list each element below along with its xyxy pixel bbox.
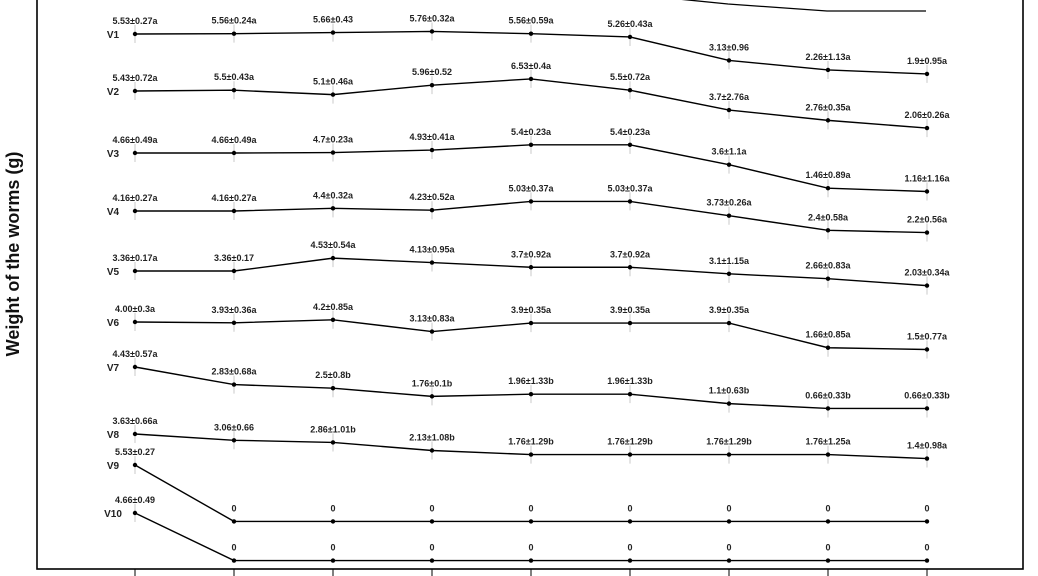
data-point — [628, 199, 632, 203]
data-label: 0 — [330, 542, 336, 553]
data-point — [133, 463, 137, 467]
data-point — [529, 452, 533, 456]
data-point — [430, 448, 434, 452]
data-point — [430, 208, 434, 212]
data-label: 3.06±0.66 — [214, 422, 254, 433]
data-point — [925, 283, 929, 287]
series-name: V1 — [106, 30, 120, 41]
y-axis-label: Weight of the worms (g) — [3, 151, 23, 357]
data-label: 0 — [825, 503, 831, 514]
data-label: 3.13±0.83a — [409, 313, 455, 324]
data-point — [430, 558, 434, 562]
data-point — [133, 32, 137, 36]
data-point — [925, 126, 929, 130]
data-point — [529, 392, 533, 396]
data-point — [925, 519, 929, 523]
data-point — [925, 558, 929, 562]
data-label: 0 — [528, 542, 534, 553]
data-label: 1.4±0.98a — [907, 440, 947, 451]
series-name: V3 — [106, 149, 120, 160]
data-point — [529, 558, 533, 562]
data-point — [727, 519, 731, 523]
data-point — [331, 519, 335, 523]
data-label: 5.43±0.72a — [112, 73, 158, 83]
data-label: 3.1±1.15a — [709, 255, 749, 266]
data-label: 3.7±0.92a — [610, 249, 650, 260]
data-point — [430, 83, 434, 87]
data-label: 3.93±0.36a — [211, 304, 257, 315]
data-point — [133, 89, 137, 93]
data-point — [430, 394, 434, 398]
data-label: 1.5±0.77a — [907, 331, 947, 342]
data-label: 3.7±2.76a — [709, 92, 749, 103]
data-point — [529, 199, 533, 203]
data-label: 2.2±0.56a — [907, 214, 947, 225]
data-point — [628, 143, 632, 147]
data-point — [727, 401, 731, 405]
data-label: 4.16±0.27a — [211, 193, 257, 203]
series-line-cropped — [628, 0, 926, 11]
data-label: 6.53±0.4a — [511, 60, 551, 71]
data-point — [826, 406, 830, 410]
data-point — [430, 519, 434, 523]
data-point — [232, 382, 236, 386]
data-label: 3.63±0.66a — [112, 416, 158, 426]
data-point — [331, 206, 335, 210]
data-label: 1.76±1.29b — [607, 436, 653, 447]
series-name: V4 — [106, 207, 120, 218]
data-point — [925, 72, 929, 76]
data-point — [826, 118, 830, 122]
data-label: 1.76±1.29b — [508, 436, 554, 447]
data-label: 0 — [924, 503, 930, 514]
data-label: 0 — [627, 542, 633, 553]
data-label: 5.53±0.27 — [115, 447, 155, 457]
data-label: 3.9±0.35a — [709, 305, 749, 316]
data-label: 2.76±0.35a — [805, 102, 851, 113]
data-point — [727, 214, 731, 218]
data-label: 2.26±1.13a — [805, 51, 851, 62]
data-label: 0 — [231, 542, 237, 553]
data-label: 3.6±1.1a — [711, 146, 747, 157]
data-point — [133, 432, 137, 436]
data-label: 1.46±0.89a — [805, 170, 851, 181]
data-label: 2.13±1.08b — [409, 432, 455, 443]
data-label: 5.66±0.43 — [313, 14, 353, 25]
series-name: V8 — [106, 430, 120, 441]
data-label: 4.13±0.95a — [409, 244, 455, 255]
data-point — [529, 31, 533, 35]
data-point — [826, 346, 830, 350]
data-point — [430, 29, 434, 33]
data-label: 4.43±0.57a — [112, 349, 158, 359]
data-point — [925, 406, 929, 410]
data-point — [628, 265, 632, 269]
data-label: 5.26±0.43a — [607, 18, 653, 29]
series-name: V10 — [104, 509, 122, 520]
data-point — [529, 143, 533, 147]
data-label: 2.86±1.01b — [310, 424, 356, 435]
data-point — [628, 558, 632, 562]
data-point — [628, 519, 632, 523]
data-point — [529, 265, 533, 269]
data-point — [331, 318, 335, 322]
data-point — [232, 88, 236, 92]
data-label: 4.2±0.85a — [313, 301, 353, 312]
data-label: 0 — [528, 503, 534, 514]
data-label: 5.76±0.32a — [409, 13, 455, 24]
data-point — [232, 151, 236, 155]
data-label: 1.76±0.1b — [411, 378, 453, 389]
data-point — [331, 386, 335, 390]
data-point — [331, 92, 335, 96]
data-point — [727, 58, 731, 62]
data-label: 3.36±0.17 — [214, 253, 254, 263]
data-label: 5.56±0.24a — [211, 15, 257, 26]
data-label: 1.9±0.95a — [907, 55, 947, 66]
data-point — [826, 228, 830, 232]
data-label: 0 — [429, 503, 435, 514]
data-label: 3.73±0.26a — [706, 197, 752, 208]
data-point — [628, 392, 632, 396]
data-point — [331, 150, 335, 154]
data-label: 4.7±0.23a — [313, 134, 353, 145]
data-point — [430, 260, 434, 264]
data-point — [133, 365, 137, 369]
data-label: 1.76±1.29b — [706, 436, 752, 447]
data-label: 4.00±0.3a — [115, 304, 155, 314]
series-name: V9 — [106, 461, 120, 472]
data-label: 4.66±0.49 — [115, 495, 155, 505]
data-label: 0 — [429, 542, 435, 553]
data-label: 4.16±0.27a — [112, 193, 158, 203]
data-label: 0 — [330, 503, 336, 514]
data-point — [133, 269, 137, 273]
data-label: 5.03±0.37a — [607, 183, 653, 194]
data-point — [826, 452, 830, 456]
data-point — [727, 162, 731, 166]
data-label: 5.4±0.23a — [511, 126, 551, 137]
data-label: 5.5±0.72a — [610, 72, 650, 83]
data-label: 1.1±0.63b — [708, 385, 750, 396]
data-label: 5.4±0.23a — [610, 126, 650, 137]
data-label: 0 — [924, 542, 930, 553]
data-label: 5.5±0.43a — [214, 72, 254, 83]
data-point — [727, 272, 731, 276]
data-label: 0.66±0.33b — [904, 390, 950, 401]
data-label: 5.03±0.37a — [508, 183, 554, 194]
data-point — [628, 35, 632, 39]
data-point — [727, 108, 731, 112]
data-label: 2.83±0.68a — [211, 366, 257, 377]
data-point — [529, 519, 533, 523]
data-point — [826, 558, 830, 562]
data-point — [331, 256, 335, 260]
data-point — [430, 329, 434, 333]
data-point — [826, 68, 830, 72]
data-label: 1.96±1.33b — [508, 376, 554, 387]
data-point — [331, 558, 335, 562]
data-point — [133, 320, 137, 324]
series-name: V2 — [106, 87, 120, 98]
data-point — [232, 269, 236, 273]
data-point — [826, 277, 830, 281]
data-point — [925, 456, 929, 460]
data-label: 4.53±0.54a — [310, 240, 356, 251]
data-label: 0 — [627, 503, 633, 514]
data-point — [232, 438, 236, 442]
data-point — [133, 151, 137, 155]
data-label: 2.4±0.58a — [808, 212, 848, 223]
data-point — [133, 209, 137, 213]
data-label: 1.96±1.33b — [607, 376, 653, 387]
data-point — [232, 31, 236, 35]
data-point — [331, 440, 335, 444]
data-point — [628, 321, 632, 325]
data-point — [232, 558, 236, 562]
data-point — [331, 30, 335, 34]
data-label: 0 — [726, 542, 732, 553]
data-point — [529, 321, 533, 325]
data-point — [430, 148, 434, 152]
data-point — [826, 519, 830, 523]
data-label: 5.1±0.46a — [313, 76, 353, 87]
data-label: 4.66±0.49a — [211, 135, 257, 145]
data-point — [628, 88, 632, 92]
data-point — [826, 186, 830, 190]
data-label: 4.93±0.41a — [409, 132, 455, 143]
data-label: 2.5±0.8b — [315, 370, 351, 381]
data-label: 2.06±0.26a — [904, 110, 950, 121]
data-label: 0 — [825, 542, 831, 553]
data-point — [232, 321, 236, 325]
data-label: 1.76±1.25a — [805, 436, 851, 447]
data-label: 3.9±0.35a — [511, 305, 551, 316]
data-label: 3.36±0.17a — [112, 253, 158, 263]
data-point — [529, 77, 533, 81]
data-label: 5.53±0.27a — [112, 16, 158, 26]
series-name: V7 — [106, 363, 120, 374]
data-label: 0 — [231, 503, 237, 514]
data-label: 0.66±0.33b — [805, 390, 851, 401]
data-point — [133, 511, 137, 515]
data-point — [727, 321, 731, 325]
data-label: 3.13±0.96 — [709, 42, 749, 53]
data-label: 4.66±0.49a — [112, 135, 158, 145]
data-label: 4.23±0.52a — [409, 192, 455, 203]
data-point — [628, 452, 632, 456]
data-point — [727, 452, 731, 456]
data-label: 4.4±0.32a — [313, 190, 353, 201]
data-label: 1.16±1.16a — [904, 173, 950, 184]
plot-frame — [37, 0, 1023, 569]
series-name: V5 — [106, 267, 120, 278]
data-label: 3.7±0.92a — [511, 249, 551, 260]
data-point — [232, 209, 236, 213]
data-label: 3.9±0.35a — [610, 305, 650, 316]
data-point — [925, 347, 929, 351]
data-label: 2.66±0.83a — [805, 260, 851, 271]
data-point — [727, 558, 731, 562]
series-name: V6 — [106, 318, 120, 329]
data-label: 0 — [726, 503, 732, 514]
data-label: 2.03±0.34a — [904, 267, 950, 278]
data-point — [925, 230, 929, 234]
data-point — [232, 519, 236, 523]
data-label: 1.66±0.85a — [805, 329, 851, 340]
data-label: 5.56±0.59a — [508, 15, 554, 26]
data-point — [925, 189, 929, 193]
data-label: 5.96±0.52 — [412, 67, 452, 78]
